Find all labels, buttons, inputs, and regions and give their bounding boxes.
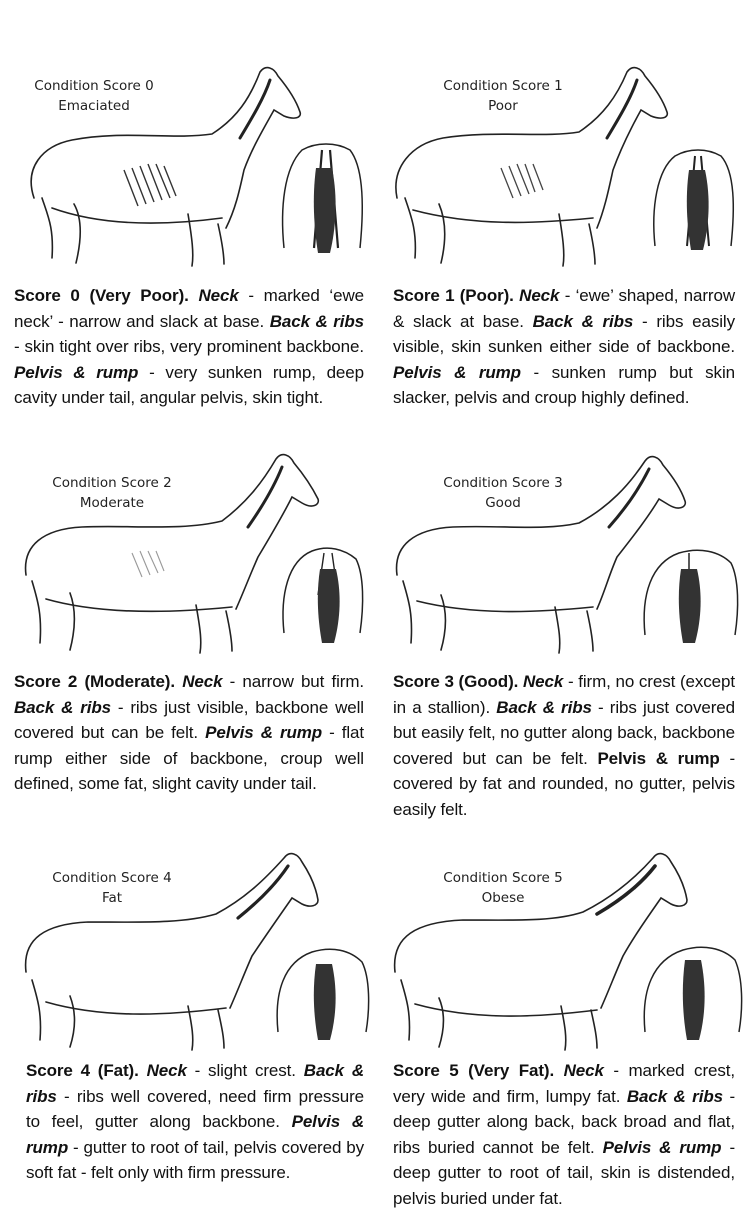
back-ribs-label: Back & ribs: [26, 1061, 365, 1106]
horse-sketch-score-3: [383, 445, 743, 660]
neck-label: Neck: [182, 672, 223, 691]
caption-title: Condition Score 1: [443, 78, 563, 94]
pelvis-rump-label: Pelvis & rump: [393, 362, 521, 382]
score-title: Score 3 (Good).: [393, 672, 519, 691]
score-title: Score 2 (Moderate).: [14, 672, 175, 691]
neck-text: - slight crest.: [186, 1061, 304, 1080]
neck-label: Neck: [146, 1061, 187, 1080]
back-ribs-text: - ribs well covered, need firm pressure to feel, gutter along backbone.: [26, 1086, 364, 1131]
neck-label: Neck: [522, 672, 564, 691]
neck-text: - marked ‘ewe neck’ - narrow and slack at base.: [14, 286, 364, 331]
score-description: [393, 1058, 735, 1211]
horse-sketch-score-1: [383, 58, 743, 273]
back-ribs-text: - ribs just covered but easily felt, no gutter along back, backbone covered but can be felt.: [393, 697, 735, 768]
back-ribs-label: Back & ribs: [496, 697, 592, 717]
caption-subtitle: Poor: [488, 98, 518, 114]
pelvis-rump-label: Pelvis & rump: [597, 748, 720, 768]
score-title: Score 1 (Poor).: [393, 286, 514, 305]
pelvis-rump-label: Pelvis & rump: [602, 1137, 722, 1157]
pelvis-rump-text: - flat rump either side of backbone, croup well defined, some fat, slight cavity under tail.: [14, 723, 364, 793]
horse-sketch-score-5: [383, 842, 743, 1057]
caption-title: Condition Score 2: [52, 475, 172, 491]
caption-subtitle: Moderate: [79, 495, 145, 511]
caption-title: Condition Score 5: [443, 870, 563, 886]
back-ribs-label: Back & ribs: [532, 311, 634, 331]
caption-subtitle: Obese: [481, 890, 525, 906]
neck-text: - ‘ewe’ shaped, narrow & slack at base.: [393, 286, 735, 331]
score-title: Score 0 (Very Poor).: [14, 286, 189, 305]
back-ribs-label: Back & ribs: [14, 697, 111, 717]
pelvis-rump-text: - sunken rump but skin slacker, pelvis and croup highly defined.: [393, 362, 735, 407]
sketch-caption: [403, 473, 603, 513]
pelvis-rump-text: - gutter to root of tail, pelvis covered by soft fat - felt only with firm pressure.: [26, 1137, 364, 1182]
horse-sketch-score-4: [12, 842, 372, 1057]
score-description: [14, 669, 364, 797]
pelvis-rump-label: Pelvis & rump: [14, 362, 139, 382]
score-title: Score 4 (Fat).: [26, 1061, 139, 1080]
horse-sketch-score-0: [12, 58, 372, 273]
score-description: [26, 1058, 364, 1186]
back-ribs-text: - skin tight over ribs, very prominent backbone.: [14, 337, 364, 356]
pelvis-rump-text: - deep gutter to root of tail, skin is distended, pelvis buried under fat.: [393, 1137, 736, 1208]
pelvis-rump-text: - very sunken rump, deep cavity under tail, angular pelvis, skin tight.: [14, 362, 364, 407]
score-title: Score 5 (Very Fat).: [393, 1061, 555, 1080]
back-ribs-text: - deep gutter along back, back broad and flat, ribs buried cannot be felt.: [393, 1086, 736, 1157]
neck-label: Neck: [198, 286, 239, 305]
neck-text: - firm, no crest (except in a stallion).: [393, 672, 736, 717]
score-description: [393, 669, 735, 822]
neck-label: Neck: [563, 1061, 604, 1080]
sketch-caption: [2, 473, 222, 513]
neck-label: Neck: [519, 286, 560, 305]
neck-text: - narrow but firm.: [222, 672, 365, 691]
caption-title: Condition Score 3: [443, 475, 563, 491]
back-ribs-label: Back & ribs: [269, 311, 364, 331]
score-description: [14, 283, 364, 411]
caption-subtitle: Fat: [101, 890, 123, 906]
back-ribs-text: - ribs just visible, backbone well covered but can be felt.: [14, 697, 364, 742]
caption-title: Condition Score 4: [52, 870, 172, 886]
pelvis-rump-text: - covered by fat and rounded, no gutter, pelvis easily felt.: [393, 748, 736, 819]
sketch-caption: [403, 76, 603, 116]
back-ribs-text: - ribs easily visible, skin sunken either side of backbone.: [393, 311, 735, 356]
pelvis-rump-label: Pelvis & rump: [26, 1112, 364, 1157]
horse-sketch-score-2: [12, 445, 372, 660]
neck-text: - marked crest, very wide and firm, lumpy fat.: [393, 1061, 736, 1106]
caption-subtitle: Good: [485, 495, 521, 511]
sketch-caption: [0, 76, 204, 116]
sketch-caption: [403, 868, 603, 908]
caption-title: Condition Score 0: [34, 78, 154, 94]
pelvis-rump-label: Pelvis & rump: [205, 723, 323, 742]
sketch-caption: [2, 868, 222, 908]
caption-subtitle: Emaciated: [58, 98, 130, 114]
score-description: [393, 283, 735, 411]
back-ribs-label: Back & ribs: [626, 1086, 723, 1106]
